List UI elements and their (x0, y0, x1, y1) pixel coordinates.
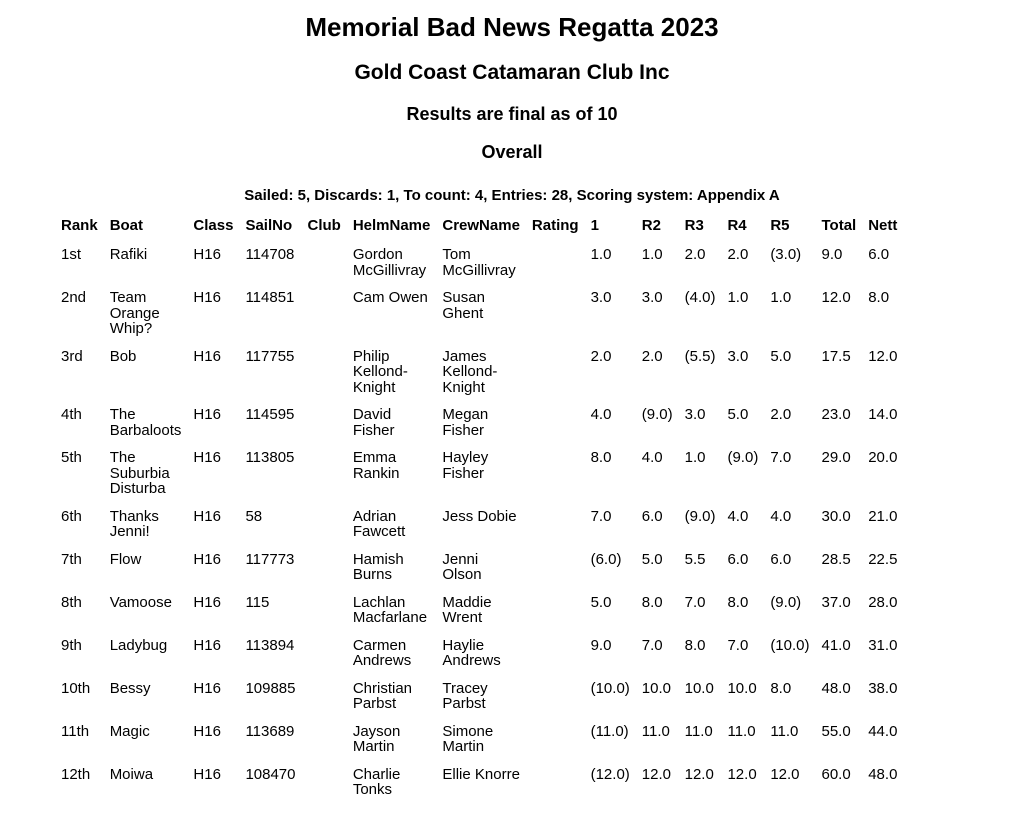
cell-nett: 21.0 (868, 507, 898, 525)
cell-race-4: 10.0 (727, 679, 757, 697)
cell-club (302, 632, 347, 675)
cell-race-1: 3.0 (590, 289, 612, 306)
cell-rating (526, 632, 585, 675)
cell-nett: 14.0 (868, 406, 898, 423)
cell-helmname: Adrian Fawcett (352, 507, 406, 540)
cell-race-3: 7.0 (684, 593, 706, 611)
cell-nett: 28.0 (868, 593, 898, 611)
results-table (55, 209, 903, 804)
cell-rating (526, 401, 585, 444)
cell-rank: 6th (61, 507, 82, 525)
cell-total: 17.5 (821, 347, 851, 365)
table-row (55, 589, 903, 632)
cell-nett: 48.0 (868, 765, 898, 783)
cell-race-5: (9.0) (770, 593, 802, 611)
cell-club (302, 546, 347, 589)
cell-race-5: 2.0 (770, 406, 792, 423)
cell-sailno: 115 (245, 593, 270, 611)
cell-race-1: 9.0 (590, 636, 612, 654)
cell-race-1: 4.0 (590, 406, 612, 423)
cell-crewname: Tracey Parbst (442, 679, 488, 712)
cell-total: 29.0 (821, 449, 851, 466)
cell-race-2: (9.0) (641, 406, 673, 423)
cell-race-5: 7.0 (770, 449, 792, 466)
cell-race-1: (11.0) (590, 722, 629, 740)
cell-class: H16 (193, 593, 221, 611)
cell-race-1: (10.0) (590, 679, 630, 697)
cell-rank: 9th (61, 636, 82, 654)
cell-race-1: 1.0 (590, 246, 612, 263)
club-name: Gold Coast Catamaran Club Inc (354, 61, 670, 84)
cell-sailno: 113894 (245, 636, 295, 654)
column-header-total: Total (821, 217, 857, 234)
cell-class: H16 (193, 289, 221, 306)
cell-race-2: 4.0 (641, 449, 663, 466)
cell-rating (526, 675, 585, 718)
cell-race-5: 1.0 (770, 289, 792, 306)
table-row (55, 632, 903, 675)
cell-rating (526, 284, 585, 343)
cell-race-5: (10.0) (770, 636, 810, 654)
column-header-rank: Rank (61, 217, 98, 234)
series-summary: Sailed: 5, Discards: 1, To count: 4, Entries: 28, Scoring system: Appendix A (244, 187, 780, 204)
cell-class: H16 (193, 679, 221, 697)
cell-helmname: Carmen Andrews (352, 636, 412, 669)
cell-race-5: 12.0 (770, 765, 800, 783)
cell-rating (526, 343, 585, 402)
cell-race-2: 7.0 (641, 636, 663, 654)
column-header-rating: Rating (531, 217, 579, 234)
table-row (55, 284, 903, 343)
cell-race-4: 3.0 (727, 347, 749, 365)
cell-crewname: Ellie Knorre (442, 765, 520, 783)
cell-race-1: (6.0) (590, 550, 622, 568)
cell-helmname: Philip Kellond-Knight (352, 347, 408, 396)
cell-club (302, 284, 347, 343)
cell-rank: 3rd (61, 347, 83, 365)
cell-total: 60.0 (821, 765, 851, 783)
cell-club (302, 675, 347, 718)
cell-crewname: Megan Fisher (442, 406, 489, 439)
cell-crewname: Tom McGillivray (442, 246, 516, 279)
cell-race-3: (9.0) (684, 507, 716, 525)
cell-race-2: 11.0 (641, 722, 670, 740)
cell-club (302, 718, 347, 761)
cell-rank: 5th (61, 449, 82, 466)
cell-boat: Bessy (109, 679, 151, 697)
cell-helmname: Lachlan Macfarlane (352, 593, 428, 626)
cell-crewname: Maddie Wrent (442, 593, 492, 626)
cell-sailno: 108470 (245, 765, 296, 783)
cell-total: 41.0 (821, 636, 851, 654)
cell-race-2: 12.0 (641, 765, 671, 783)
cell-boat: Flow (109, 550, 142, 568)
cell-sailno: 117755 (245, 347, 295, 365)
cell-race-2: 10.0 (641, 679, 671, 697)
series-heading: Overall (481, 142, 543, 162)
cell-nett: 31.0 (868, 636, 898, 654)
cell-sailno: 114708 (245, 246, 295, 263)
cell-race-5: 4.0 (770, 507, 792, 525)
table-row (55, 503, 903, 546)
cell-helmname: Hamish Burns (352, 550, 404, 583)
cell-crewname: Haylie Andrews (442, 636, 501, 669)
cell-race-3: 8.0 (684, 636, 706, 654)
cell-boat: Vamoose (109, 593, 172, 611)
column-header-sailno: SailNo (245, 217, 293, 234)
cell-rank: 11th (61, 722, 90, 740)
cell-helmname: David Fisher (352, 406, 395, 439)
cell-total: 48.0 (821, 679, 851, 697)
cell-race-3: 3.0 (684, 406, 706, 423)
table-header-row (55, 209, 903, 241)
cell-crewname: Jenni Olson (442, 550, 482, 583)
cell-boat: Team Orange Whip? (109, 289, 160, 337)
cell-race-4: 7.0 (727, 636, 749, 654)
cell-race-4: 5.0 (727, 406, 749, 423)
column-header-race-3: R3 (684, 217, 704, 234)
cell-club (302, 761, 347, 804)
cell-crewname: James Kellond-Knight (442, 347, 498, 396)
cell-class: H16 (193, 507, 221, 525)
table-row (55, 401, 903, 444)
cell-nett: 20.0 (868, 449, 898, 466)
cell-club (302, 343, 347, 402)
cell-race-3: 5.5 (684, 550, 706, 568)
cell-boat: Rafiki (109, 246, 148, 263)
cell-sailno: 109885 (245, 679, 296, 697)
column-header-boat: Boat (109, 217, 144, 234)
cell-total: 55.0 (821, 722, 851, 740)
cell-sailno: 58 (245, 507, 263, 525)
table-row (55, 761, 903, 804)
cell-race-5: 8.0 (770, 679, 792, 697)
table-row (55, 444, 903, 503)
cell-race-2: 8.0 (641, 593, 663, 611)
cell-rank: 7th (61, 550, 82, 568)
cell-total: 37.0 (821, 593, 851, 611)
cell-sailno: 113805 (245, 449, 295, 466)
cell-race-4: 4.0 (727, 507, 749, 525)
cell-class: H16 (193, 765, 221, 783)
cell-race-4: 11.0 (727, 722, 756, 740)
column-header-race-5: R5 (770, 217, 790, 234)
cell-helmname: Emma Rankin (352, 449, 400, 482)
cell-club (302, 241, 347, 284)
cell-class: H16 (193, 449, 221, 466)
cell-race-5: 5.0 (770, 347, 792, 365)
cell-sailno: 117773 (245, 550, 295, 568)
cell-race-1: 8.0 (590, 449, 612, 466)
cell-crewname: Hayley Fisher (442, 449, 489, 482)
cell-total: 28.5 (821, 550, 851, 568)
cell-race-3: 2.0 (684, 246, 706, 263)
cell-race-3: 10.0 (684, 679, 714, 697)
table-row (55, 675, 903, 718)
cell-rating (526, 503, 585, 546)
cell-race-2: 3.0 (641, 289, 663, 306)
cell-rank: 1st (61, 246, 82, 263)
table-row (55, 546, 903, 589)
cell-boat: Bob (109, 347, 137, 365)
cell-club (302, 401, 347, 444)
cell-class: H16 (193, 636, 221, 654)
cell-club (302, 503, 347, 546)
cell-class: H16 (193, 246, 221, 263)
cell-race-5: (3.0) (770, 246, 802, 263)
cell-rating (526, 589, 585, 632)
cell-helmname: Cam Owen (352, 289, 428, 306)
column-header-race-4: R4 (727, 217, 747, 234)
cell-sailno: 113689 (245, 722, 295, 740)
cell-race-1: 2.0 (590, 347, 612, 365)
cell-total: 30.0 (821, 507, 851, 525)
column-header-race-2: R2 (641, 217, 661, 234)
cell-boat: Thanks Jenni! (109, 507, 159, 540)
cell-race-5: 6.0 (770, 550, 792, 568)
cell-rank: 4th (61, 406, 82, 423)
cell-helmname: Jayson Martin (352, 722, 401, 755)
cell-race-2: 6.0 (641, 507, 663, 525)
table-row (55, 241, 903, 284)
cell-nett: 22.5 (868, 550, 898, 568)
cell-nett: 12.0 (868, 347, 898, 365)
cell-race-3: 11.0 (684, 722, 713, 740)
column-header-helmname: HelmName (352, 217, 431, 234)
column-header-race-1: 1 (590, 217, 599, 234)
cell-class: H16 (193, 347, 221, 365)
cell-sailno: 114595 (245, 406, 295, 423)
cell-race-4: 12.0 (727, 765, 757, 783)
cell-rank: 8th (61, 593, 82, 611)
cell-nett: 6.0 (868, 246, 890, 263)
cell-club (302, 589, 347, 632)
cell-rank: 12th (61, 765, 91, 783)
column-header-class: Class (193, 217, 234, 234)
cell-race-1: 5.0 (590, 593, 612, 611)
cell-race-2: 2.0 (641, 347, 663, 365)
cell-crewname: Simone Martin (442, 722, 494, 755)
cell-race-4: 6.0 (727, 550, 749, 568)
cell-nett: 38.0 (868, 679, 898, 697)
cell-race-2: 5.0 (641, 550, 663, 568)
cell-race-3: (4.0) (684, 289, 716, 306)
cell-race-4: 8.0 (727, 593, 749, 611)
cell-race-4: (9.0) (727, 449, 759, 466)
cell-race-3: 1.0 (684, 449, 706, 466)
cell-rank: 10th (61, 679, 91, 697)
cell-club (302, 444, 347, 503)
cell-nett: 8.0 (868, 289, 890, 306)
results-status: Results are final as of 10 (406, 104, 618, 124)
cell-race-3: (5.5) (684, 347, 716, 365)
cell-total: 12.0 (821, 289, 851, 306)
cell-total: 23.0 (821, 406, 851, 423)
cell-race-1: 7.0 (590, 507, 612, 525)
cell-race-4: 2.0 (727, 246, 749, 263)
cell-total: 9.0 (821, 246, 843, 263)
cell-rating (526, 444, 585, 503)
cell-rating (526, 241, 585, 284)
page-title: Memorial Bad News Regatta 2023 (305, 12, 719, 42)
cell-race-5: 11.0 (770, 722, 799, 740)
cell-boat: The Suburbia Disturba (109, 449, 170, 497)
cell-sailno: 114851 (245, 289, 295, 306)
cell-boat: Magic (109, 722, 150, 740)
cell-race-3: 12.0 (684, 765, 714, 783)
cell-helmname: Gordon McGillivray (352, 246, 427, 279)
cell-rank: 2nd (61, 289, 87, 306)
cell-race-4: 1.0 (727, 289, 749, 306)
cell-crewname: Jess Dobie (442, 507, 517, 525)
cell-crewname: Susan Ghent (442, 289, 485, 322)
cell-rating (526, 718, 585, 761)
cell-race-1: (12.0) (590, 765, 630, 783)
cell-helmname: Christian Parbst (352, 679, 413, 712)
column-header-club: Club (307, 217, 341, 234)
table-row (55, 718, 903, 761)
cell-rating (526, 761, 585, 804)
column-header-nett: Nett (868, 217, 898, 234)
cell-class: H16 (193, 722, 221, 740)
cell-class: H16 (193, 406, 221, 423)
cell-boat: Moiwa (109, 765, 154, 783)
cell-class: H16 (193, 550, 221, 568)
cell-race-2: 1.0 (641, 246, 663, 263)
cell-helmname: Charlie Tonks (352, 765, 401, 798)
cell-rating (526, 546, 585, 589)
cell-boat: Ladybug (109, 636, 168, 654)
cell-nett: 44.0 (868, 722, 898, 740)
column-header-crewname: CrewName (442, 217, 520, 234)
table-row (55, 343, 903, 402)
cell-boat: The Barbaloots (109, 406, 182, 439)
